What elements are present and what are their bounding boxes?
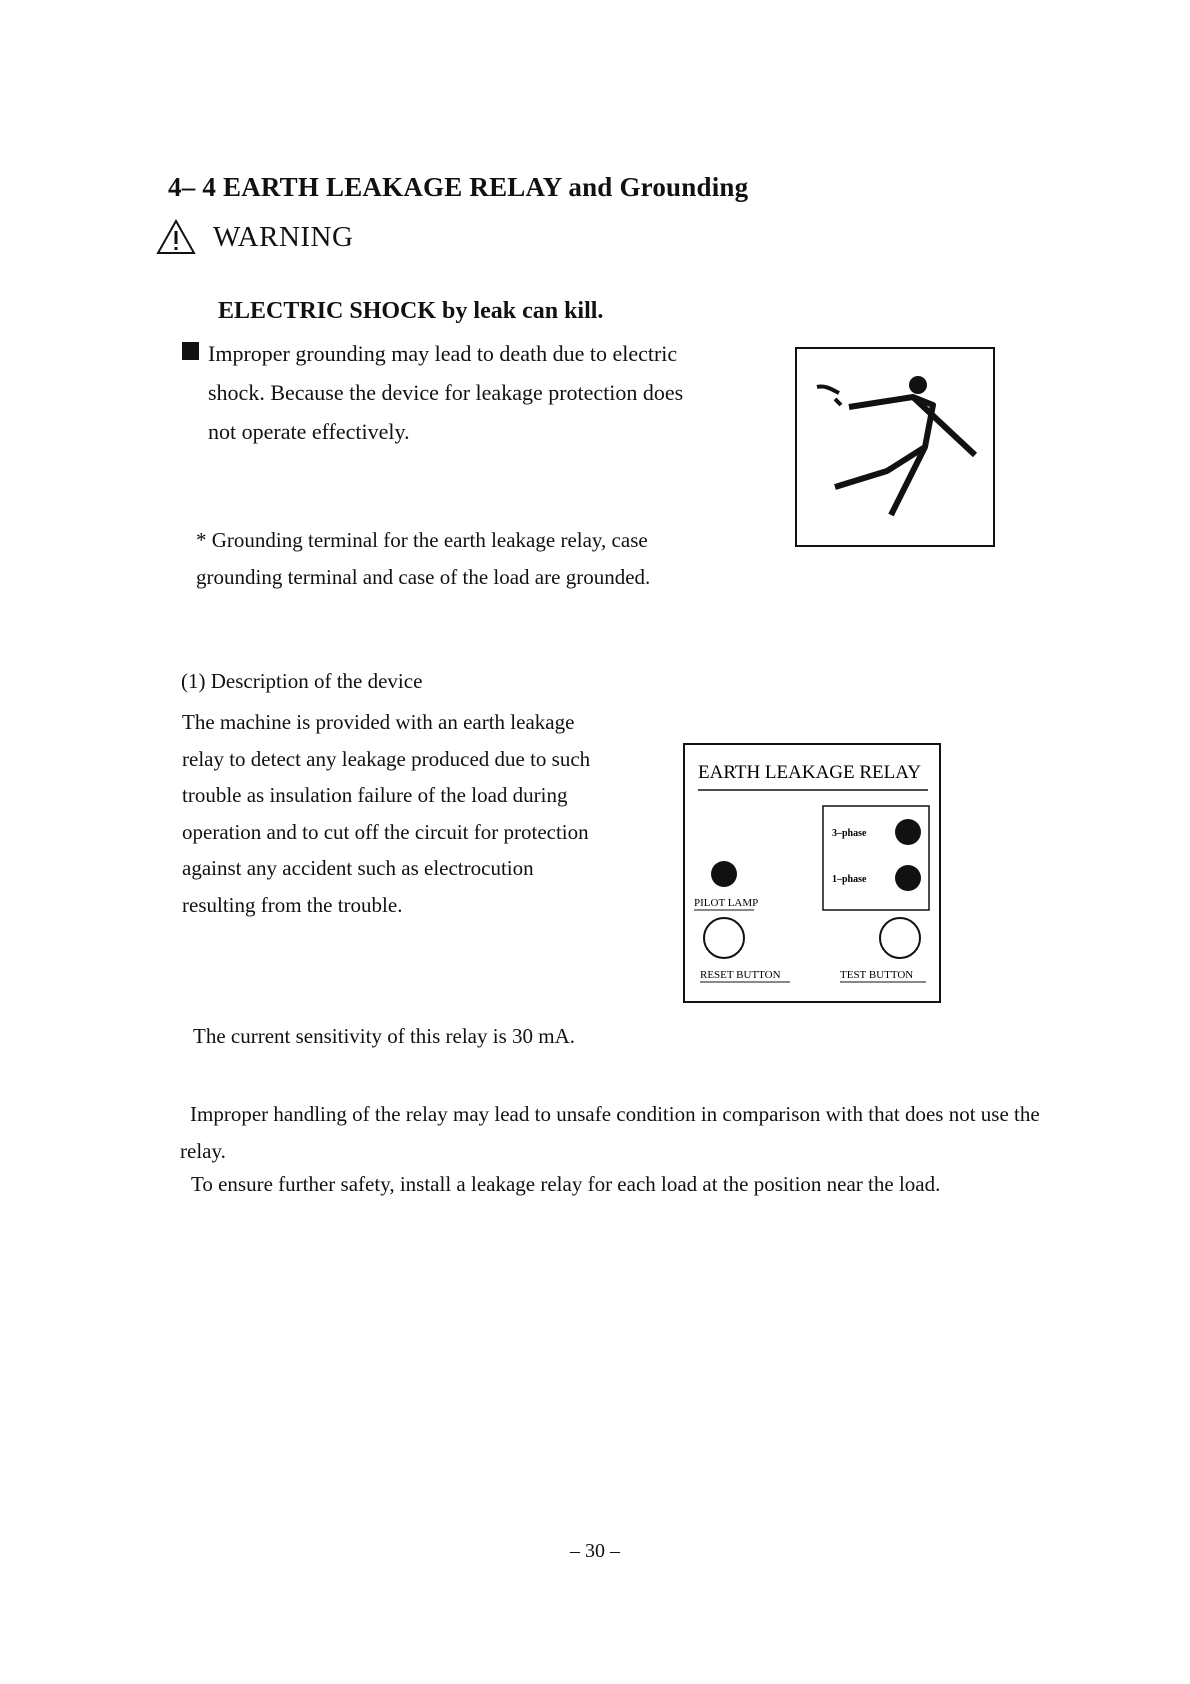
safety-text: To ensure further safety, install a leakage relay for each load at the position near the load.: [191, 1172, 941, 1196]
warning-label: WARNING: [213, 220, 354, 253]
sensitivity-text: The current sensitivity of this relay is 30 mA.: [193, 1024, 576, 1048]
description-body: The machine is provided with an earth leakage relay to detect any leakage produced due to such trouble as insulation failure of the load during operation and to cut off the circuit for protection against any accident such as electrocution resulting from the trouble.: [182, 710, 591, 917]
warning-row: [155, 218, 353, 256]
reset-button-label: RESET BUTTON: [700, 969, 781, 981]
page-number: – 30 –: [570, 1540, 620, 1562]
phase3-indicator: [895, 819, 921, 845]
phase1-indicator: [895, 865, 921, 891]
warning-triangle-icon: [155, 218, 197, 256]
test-button[interactable]: [880, 918, 920, 958]
section-heading: 4– 4 EARTH LEAKAGE RELAY and Grounding: [168, 172, 749, 202]
hazard-title: ELECTRIC SHOCK by leak can kill.: [218, 298, 604, 324]
relay-panel-title: EARTH LEAKAGE RELAY: [698, 762, 921, 783]
hazard-bullet-text: Improper grounding may lead to death due to electric shock. Because the device for leakage protection does not operate effectively.: [208, 341, 684, 444]
test-button-label: TEST BUTTON: [840, 969, 914, 981]
electric-shock-icon: [795, 347, 995, 547]
pilot-lamp: [711, 861, 737, 887]
phase1-label: 1–phase: [832, 874, 867, 885]
bullet-square-icon: [182, 342, 199, 360]
relay-panel: [682, 742, 942, 1004]
handling-text: Improper handling of the relay may lead to unsafe condition in comparison with that does not use the relay.: [180, 1102, 1040, 1163]
pilot-lamp-label: PILOT LAMP: [694, 897, 759, 909]
grounding-note: * Grounding terminal for the earth leakage relay, case grounding terminal and case of the load are grounded.: [196, 528, 651, 589]
description-title: (1) Description of the device: [181, 669, 423, 693]
reset-button[interactable]: [704, 918, 744, 958]
phase3-label: 3–phase: [832, 828, 867, 839]
